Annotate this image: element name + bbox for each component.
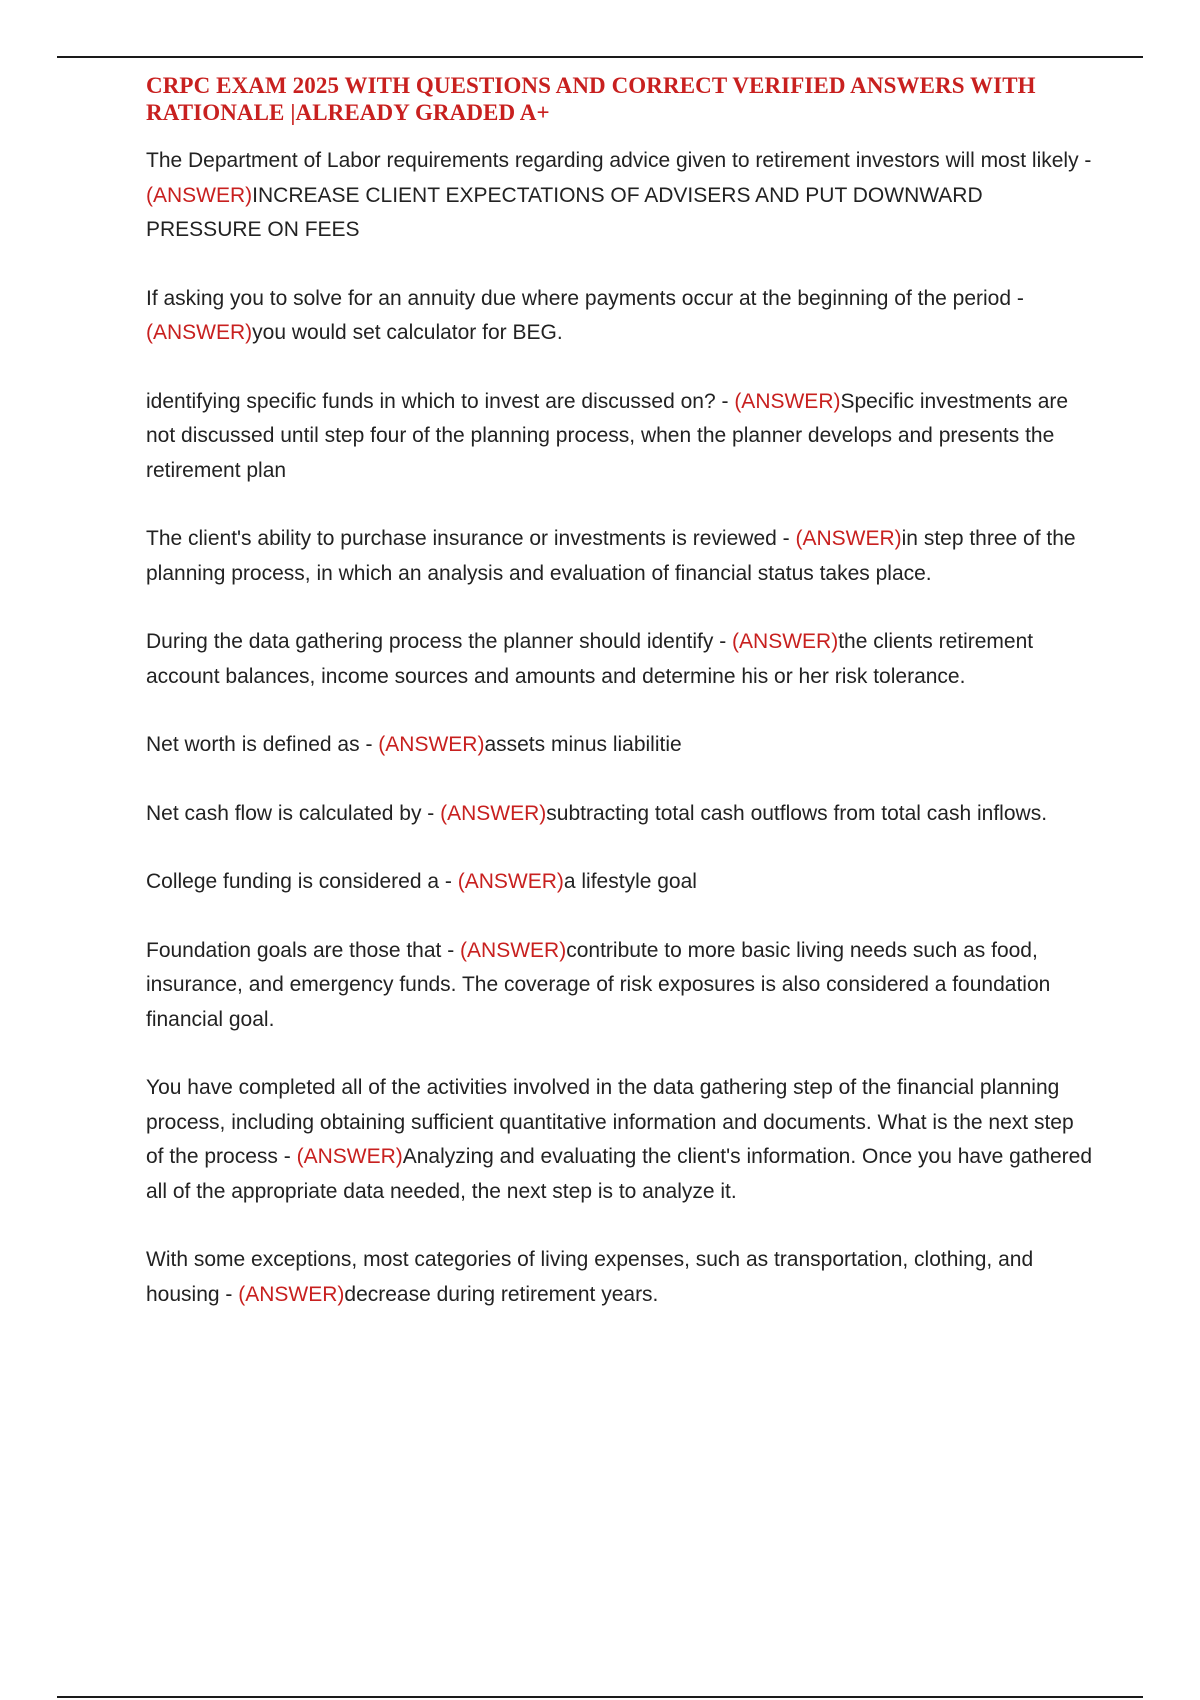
question-text: Net worth is defined as -: [146, 733, 379, 756]
question-text: You have completed all of the activities involved in the data gathering step of the financial planning process, including obtaining sufficient quantitative information and documents. What is the next step of the process -: [146, 1076, 1074, 1168]
answer-text: Analyzing and evaluating the client's information. Once you have gathered all of the appropriate data needed, the next step is to analyze it.: [146, 1145, 1093, 1203]
answer-text: assets minus liabilitie: [484, 733, 682, 756]
answer-tag: (ANSWER): [460, 938, 567, 962]
document-content: [146, 72, 1094, 1346]
answer-tag: (ANSWER): [440, 801, 547, 825]
bottom-rule: [57, 1696, 1143, 1698]
qa-item: [146, 625, 1094, 694]
question-text: The Department of Labor requirements regarding advice given to retirement investors will most likely -: [146, 149, 1092, 172]
qa-item: [146, 728, 1094, 763]
qa-item: [146, 385, 1094, 489]
question-text: identifying specific funds in which to invest are discussed on? -: [146, 389, 735, 413]
answer-tag: (ANSWER): [732, 630, 839, 653]
qa-item: [146, 282, 1094, 351]
answer-text: in step three of the planning process, in which an analysis and evaluation of financial status takes place.: [146, 527, 1076, 585]
qa-item: [146, 144, 1094, 248]
answer-text: INCREASE CLIENT EXPECTATIONS OF ADVISERS AND PUT DOWNWARD PRESSURE ON FEES: [146, 183, 983, 241]
qa-list: [146, 144, 1094, 1312]
answer-tag: (ANSWER): [296, 1145, 403, 1168]
qa-item: [146, 522, 1094, 591]
answer-tag: (ANSWER): [795, 527, 902, 550]
question-text: College funding is considered a -: [146, 870, 458, 893]
top-rule: [57, 56, 1143, 58]
qa-item: [146, 934, 1094, 1038]
answer-tag: (ANSWER): [238, 1282, 345, 1306]
answer-tag: (ANSWER): [457, 870, 564, 893]
answer-text: you would set calculator for BEG.: [252, 321, 563, 344]
answer-text: subtracting total cash outflows from total cash inflows.: [546, 801, 1048, 825]
question-text: With some exceptions, most categories of living expenses, such as transportation, clothing, and housing -: [146, 1248, 1034, 1306]
answer-tag: (ANSWER): [146, 183, 253, 207]
qa-item: [146, 1071, 1094, 1209]
answer-text: decrease during retirement years.: [344, 1282, 659, 1306]
answer-tag: (ANSWER): [378, 733, 485, 756]
answer-tag: (ANSWER): [734, 389, 841, 413]
question-text: Foundation goals are those that -: [146, 938, 461, 962]
answer-tag: (ANSWER): [146, 321, 253, 344]
question-text: Net cash flow is calculated by -: [146, 801, 441, 825]
document-title: CRPC EXAM 2025 WITH QUESTIONS AND CORRECT VERIFIED ANSWERS WITH RATIONALE |ALREADY GRADED A+: [146, 73, 1036, 125]
answer-text: the clients retirement account balances, income sources and amounts and determine his or her risk tolerance.: [146, 630, 1034, 688]
answer-text: contribute to more basic living needs such as food, insurance, and emergency funds. The coverage of risk exposures is also considered a foundation financial goal.: [146, 938, 1051, 1031]
question-text: If asking you to solve for an annuity due where payments occur at the beginning of the period -: [146, 286, 1024, 310]
answer-text: a lifestyle goal: [563, 870, 697, 893]
qa-item: [146, 1243, 1094, 1312]
answer-text: Specific investments are not discussed until step four of the planning process, when the planner develops and presents the retirement plan: [146, 389, 1069, 482]
question-text: During the data gathering process the planner should identify -: [146, 630, 733, 653]
qa-item: [146, 797, 1094, 832]
qa-item: [146, 865, 1094, 900]
question-text: The client's ability to purchase insurance or investments is reviewed -: [146, 527, 796, 550]
